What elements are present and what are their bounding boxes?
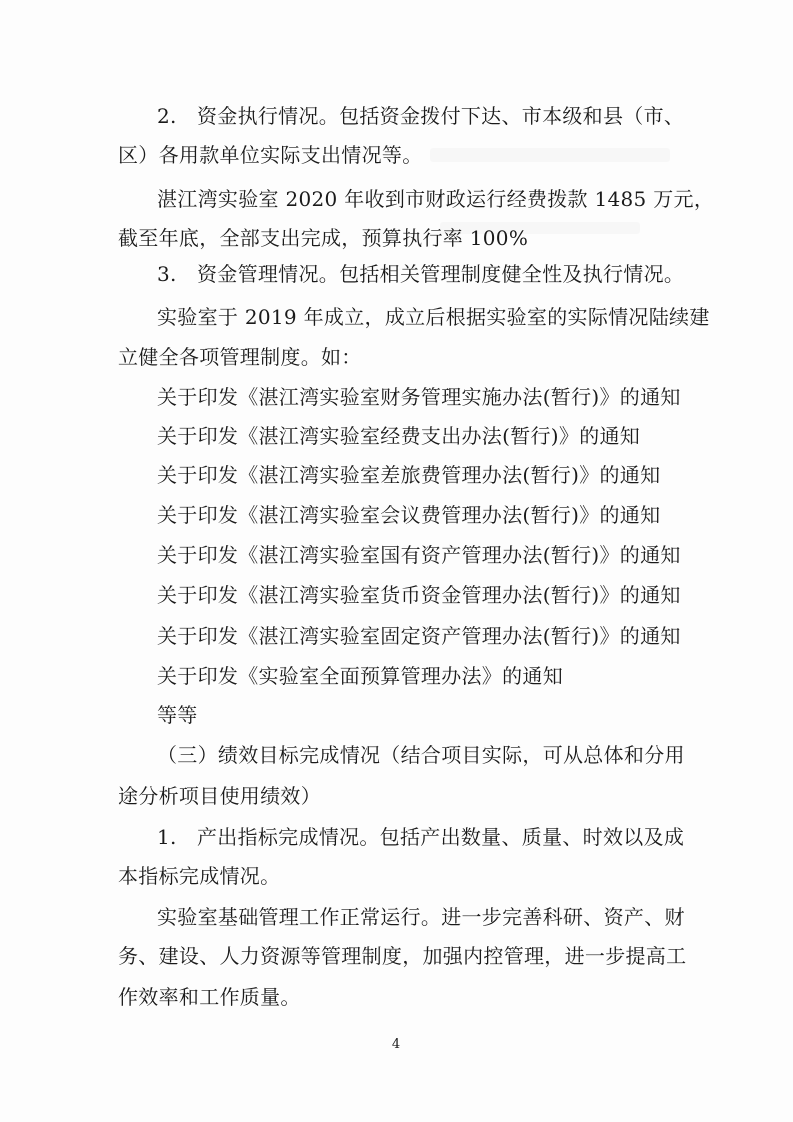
paragraph-line: 湛江湾实验室 2020 年收到市财政运行经费拨款 1485 万元，: [157, 187, 715, 211]
page-number: 4: [391, 1037, 401, 1052]
notice-title-line: 关于印发《实验室全面预算管理办法》的通知: [157, 664, 563, 688]
paragraph-line: 作效率和工作质量。: [118, 985, 301, 1009]
paragraph-line: 区）各用款单位实际支出情况等。: [118, 143, 423, 167]
section-heading-line: （三）绩效目标完成情况（结合项目实际，可从总体和分用: [157, 743, 685, 767]
notice-title-line: 关于印发《湛江湾实验室固定资产管理办法(暂行)》的通知: [157, 624, 681, 648]
paragraph-line: 2. 资金执行情况。包括资金拨付下达、市本级和县（市、: [157, 104, 685, 128]
paragraph-line: 等等: [157, 703, 198, 727]
notice-title-line: 关于印发《湛江湾实验室差旅费管理办法(暂行)》的通知: [157, 463, 661, 487]
notice-title-line: 关于印发《湛江湾实验室财务管理实施办法(暂行)》的通知: [157, 385, 681, 409]
paragraph-line: 务、建设、人力资源等管理制度，加强内控管理，进一步提高工: [118, 944, 687, 968]
notice-title-line: 关于印发《湛江湾实验室会议费管理办法(暂行)》的通知: [157, 503, 661, 527]
paragraph-line: 实验室于 2019 年成立，成立后根据实验室的实际情况陆续建: [157, 305, 710, 329]
paragraph-line: 本指标完成情况。: [118, 864, 281, 888]
section-heading-line: 途分析项目使用绩效）: [118, 784, 321, 808]
paragraph-line: 截至年底，全部支出完成，预算执行率 100%: [118, 226, 529, 250]
paragraph-line: 立健全各项管理制度。如：: [118, 345, 362, 369]
paragraph-line: 3. 资金管理情况。包括相关管理制度健全性及执行情况。: [157, 262, 685, 286]
notice-title-line: 关于印发《湛江湾实验室国有资产管理办法(暂行)》的通知: [157, 543, 681, 567]
notice-title-line: 关于印发《湛江湾实验室经费支出办法(暂行)》的通知: [157, 424, 641, 448]
paragraph-line: 实验室基础管理工作正常运行。进一步完善科研、资产、财: [157, 905, 685, 929]
notice-title-line: 关于印发《湛江湾实验室货币资金管理办法(暂行)》的通知: [157, 583, 681, 607]
paragraph-line: 1. 产出指标完成情况。包括产出数量、质量、时效以及成: [157, 825, 685, 849]
